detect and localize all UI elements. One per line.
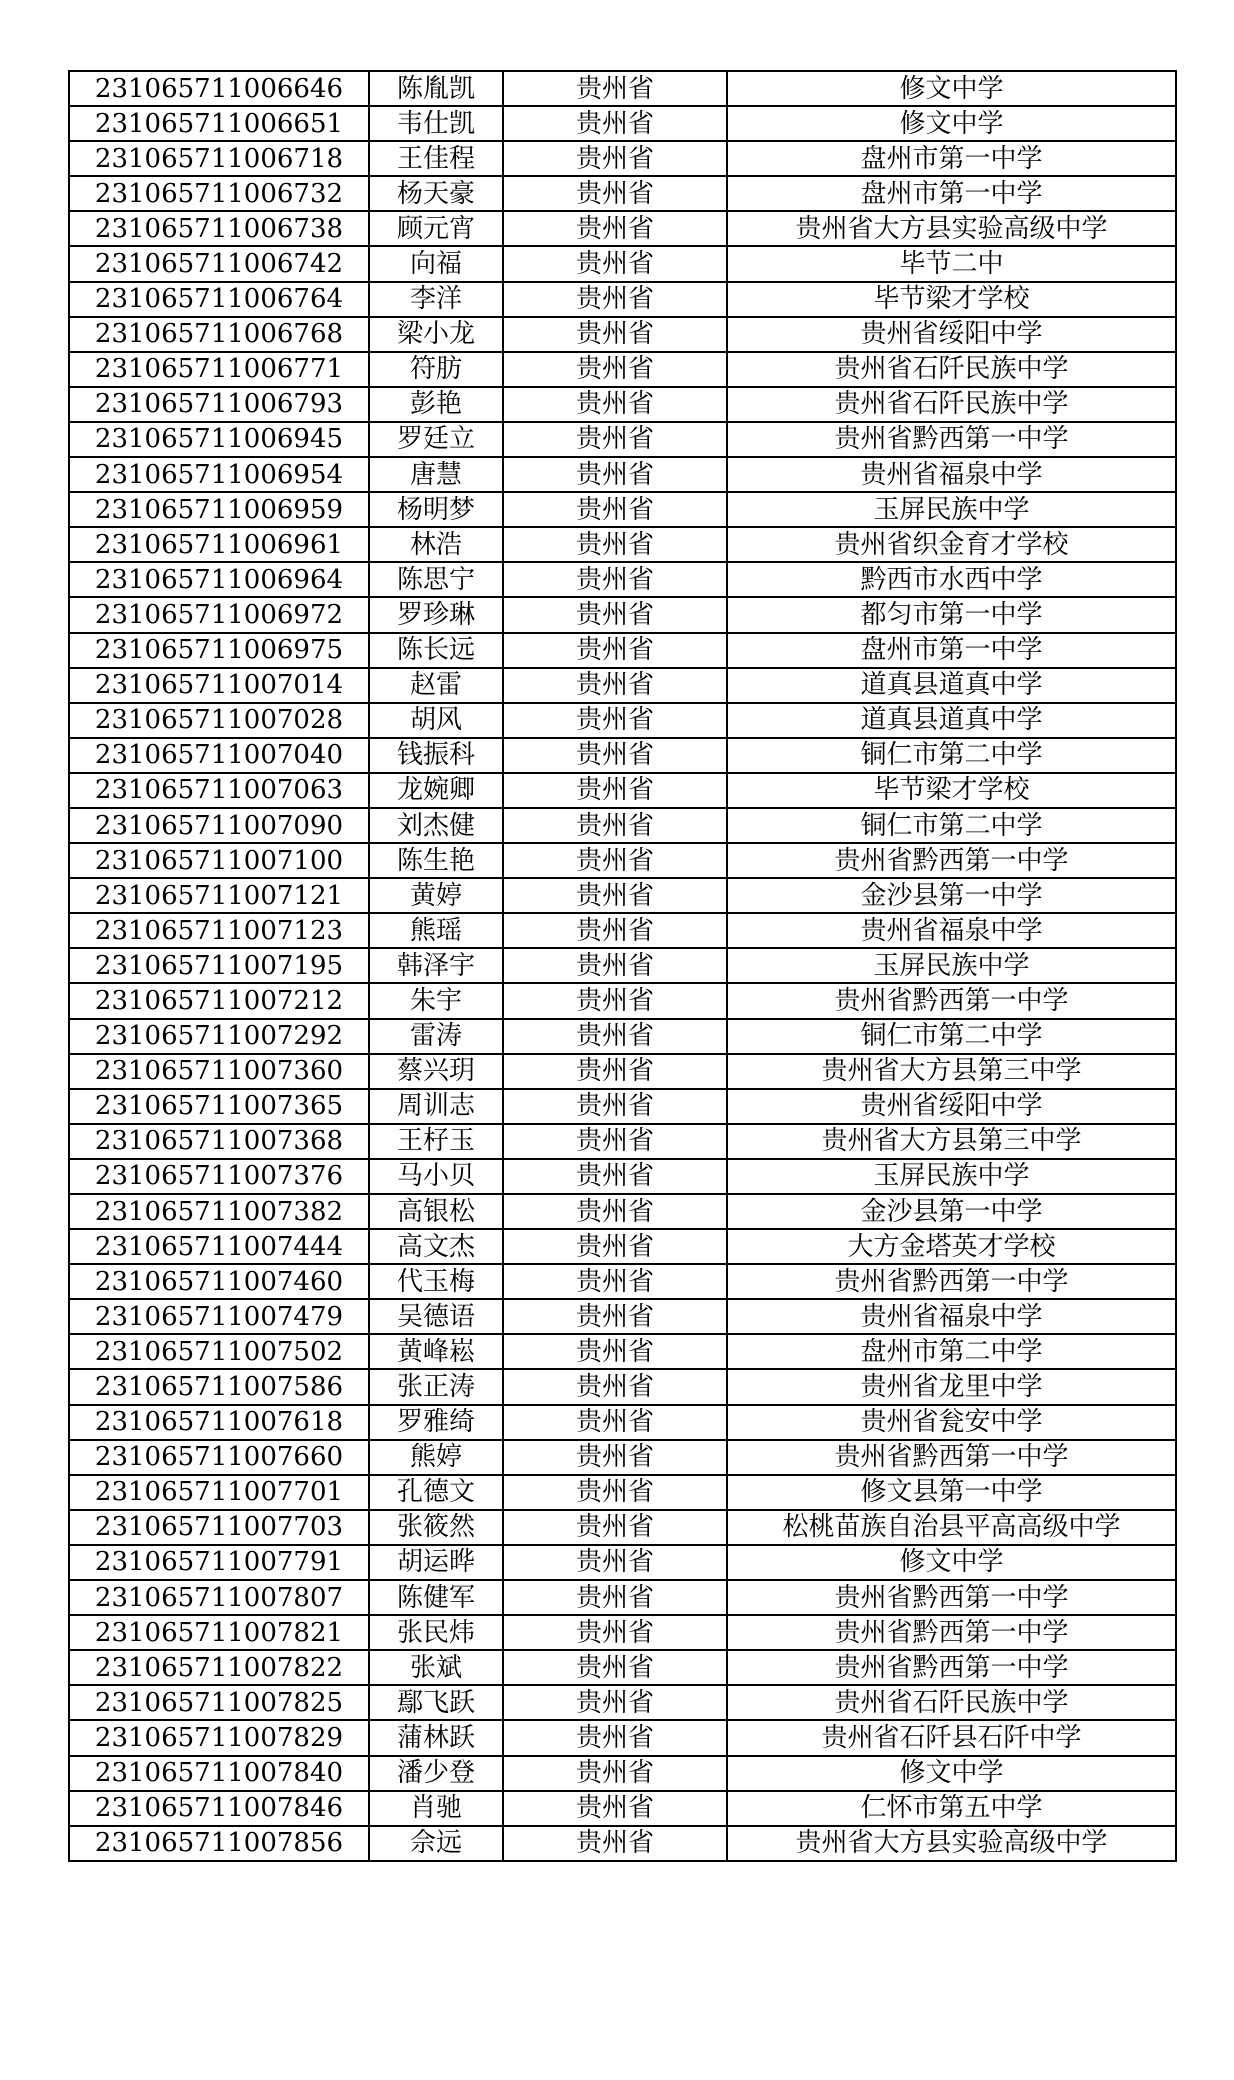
exam-id-cell: 231065711007100: [69, 843, 369, 878]
student-name-cell: 蔡兴玥: [369, 1054, 503, 1089]
student-name-cell: 陈胤凯: [369, 71, 503, 106]
student-name-cell: 罗雅绮: [369, 1405, 503, 1440]
exam-id-cell: 231065711007360: [69, 1054, 369, 1089]
school-cell: 铜仁市第二中学: [727, 808, 1176, 843]
school-cell: 贵州省瓮安中学: [727, 1405, 1176, 1440]
table-row: [69, 71, 1176, 106]
student-name-cell: 钱振科: [369, 738, 503, 773]
province-cell: 贵州省: [503, 1440, 727, 1475]
table-row: [69, 773, 1176, 808]
school-cell: 贵州省黔西第一中学: [727, 422, 1176, 457]
exam-id-cell: 231065711007123: [69, 913, 369, 948]
table-row: [69, 1650, 1176, 1685]
table-row: [69, 668, 1176, 703]
exam-id-cell: 231065711007586: [69, 1369, 369, 1404]
table-row: [69, 1580, 1176, 1615]
school-cell: 仁怀市第五中学: [727, 1791, 1176, 1826]
province-cell: 贵州省: [503, 913, 727, 948]
exam-id-cell: 231065711007460: [69, 1264, 369, 1299]
school-cell: 贵州省黔西第一中学: [727, 1580, 1176, 1615]
school-cell: 金沙县第一中学: [727, 878, 1176, 913]
province-cell: 贵州省: [503, 1545, 727, 1580]
student-name-cell: 杨明梦: [369, 492, 503, 527]
table-row: [69, 878, 1176, 913]
exam-id-cell: 231065711006738: [69, 211, 369, 246]
school-cell: 贵州省绥阳中学: [727, 1089, 1176, 1124]
school-cell: 修文中学: [727, 106, 1176, 141]
province-cell: 贵州省: [503, 1756, 727, 1791]
student-name-cell: 罗廷立: [369, 422, 503, 457]
student-name-cell: 胡风: [369, 703, 503, 738]
province-cell: 贵州省: [503, 387, 727, 422]
province-cell: 贵州省: [503, 1580, 727, 1615]
table-row: [69, 282, 1176, 317]
table-row: [69, 1334, 1176, 1369]
student-name-cell: 朱宇: [369, 983, 503, 1018]
exam-id-cell: 231065711007382: [69, 1194, 369, 1229]
exam-id-cell: 231065711006793: [69, 387, 369, 422]
school-cell: 玉屏民族中学: [727, 948, 1176, 983]
student-name-cell: 张筱然: [369, 1510, 503, 1545]
student-name-cell: 罗珍琳: [369, 597, 503, 632]
province-cell: 贵州省: [503, 1264, 727, 1299]
table-row: [69, 352, 1176, 387]
student-name-cell: 周训志: [369, 1089, 503, 1124]
student-name-cell: 刘杰健: [369, 808, 503, 843]
school-cell: 修文中学: [727, 1545, 1176, 1580]
province-cell: 贵州省: [503, 738, 727, 773]
table-row: [69, 808, 1176, 843]
student-name-cell: 胡运晔: [369, 1545, 503, 1580]
school-cell: 玉屏民族中学: [727, 492, 1176, 527]
exam-id-cell: 231065711007703: [69, 1510, 369, 1545]
school-cell: 贵州省福泉中学: [727, 913, 1176, 948]
student-name-cell: 韦仕凯: [369, 106, 503, 141]
student-name-cell: 韩泽宇: [369, 948, 503, 983]
exam-id-cell: 231065711007856: [69, 1826, 369, 1861]
exam-id-cell: 231065711007479: [69, 1299, 369, 1334]
exam-id-cell: 231065711007195: [69, 948, 369, 983]
student-name-cell: 马小贝: [369, 1159, 503, 1194]
table-row: [69, 1054, 1176, 1089]
province-cell: 贵州省: [503, 1019, 727, 1054]
school-cell: 修文中学: [727, 71, 1176, 106]
school-cell: 贵州省黔西第一中学: [727, 1264, 1176, 1299]
student-name-cell: 彭艳: [369, 387, 503, 422]
exam-id-cell: 231065711006954: [69, 457, 369, 492]
school-cell: 贵州省大方县实验高级中学: [727, 211, 1176, 246]
exam-id-cell: 231065711007660: [69, 1440, 369, 1475]
student-name-cell: 鄢飞跃: [369, 1685, 503, 1720]
province-cell: 贵州省: [503, 176, 727, 211]
province-cell: 贵州省: [503, 773, 727, 808]
student-name-cell: 张民炜: [369, 1615, 503, 1650]
exam-id-cell: 231065711007822: [69, 1650, 369, 1685]
school-cell: 贵州省黔西第一中学: [727, 1440, 1176, 1475]
exam-id-cell: 231065711007791: [69, 1545, 369, 1580]
student-name-cell: 佘远: [369, 1826, 503, 1861]
table-row: [69, 1510, 1176, 1545]
province-cell: 贵州省: [503, 1615, 727, 1650]
exam-id-cell: 231065711007292: [69, 1019, 369, 1054]
table-row: [69, 703, 1176, 738]
school-cell: 贵州省黔西第一中学: [727, 983, 1176, 1018]
table-row: [69, 1475, 1176, 1510]
table-row: [69, 1299, 1176, 1334]
exam-id-cell: 231065711006945: [69, 422, 369, 457]
exam-id-cell: 231065711007807: [69, 1580, 369, 1615]
student-name-cell: 唐慧: [369, 457, 503, 492]
province-cell: 贵州省: [503, 1124, 727, 1159]
province-cell: 贵州省: [503, 1475, 727, 1510]
province-cell: 贵州省: [503, 1720, 727, 1755]
student-name-cell: 黄峰崧: [369, 1334, 503, 1369]
table-row: [69, 1369, 1176, 1404]
province-cell: 贵州省: [503, 1299, 727, 1334]
exam-id-cell: 231065711007014: [69, 668, 369, 703]
province-cell: 贵州省: [503, 1685, 727, 1720]
table-row: [69, 1264, 1176, 1299]
exam-id-cell: 231065711007040: [69, 738, 369, 773]
province-cell: 贵州省: [503, 562, 727, 597]
province-cell: 贵州省: [503, 1089, 727, 1124]
school-cell: 毕节二中: [727, 246, 1176, 281]
school-cell: 贵州省石阡民族中学: [727, 352, 1176, 387]
student-name-cell: 孔德文: [369, 1475, 503, 1510]
exam-id-cell: 231065711006771: [69, 352, 369, 387]
school-cell: 贵州省黔西第一中学: [727, 1615, 1176, 1650]
student-name-cell: 潘少登: [369, 1756, 503, 1791]
province-cell: 贵州省: [503, 352, 727, 387]
exam-id-cell: 231065711006972: [69, 597, 369, 632]
province-cell: 贵州省: [503, 492, 727, 527]
school-cell: 贵州省石阡县石阡中学: [727, 1720, 1176, 1755]
table-row: [69, 1405, 1176, 1440]
province-cell: 贵州省: [503, 106, 727, 141]
exam-id-cell: 231065711006732: [69, 176, 369, 211]
table-row: [69, 1685, 1176, 1720]
student-name-cell: 陈思宁: [369, 562, 503, 597]
school-cell: 贵州省绥阳中学: [727, 317, 1176, 352]
school-cell: 大方金塔英才学校: [727, 1229, 1176, 1264]
table-row: [69, 1615, 1176, 1650]
table-row: [69, 1440, 1176, 1475]
roster-body: [69, 71, 1176, 1861]
school-cell: 毕节梁才学校: [727, 282, 1176, 317]
province-cell: 贵州省: [503, 1791, 727, 1826]
school-cell: 修文中学: [727, 1756, 1176, 1791]
province-cell: 贵州省: [503, 211, 727, 246]
exam-id-cell: 231065711007846: [69, 1791, 369, 1826]
student-name-cell: 代玉梅: [369, 1264, 503, 1299]
school-cell: 铜仁市第二中学: [727, 738, 1176, 773]
student-name-cell: 肖驰: [369, 1791, 503, 1826]
school-cell: 贵州省龙里中学: [727, 1369, 1176, 1404]
student-name-cell: 林浩: [369, 527, 503, 562]
exam-id-cell: 231065711007701: [69, 1475, 369, 1510]
province-cell: 贵州省: [503, 983, 727, 1018]
table-row: [69, 422, 1176, 457]
table-row: [69, 633, 1176, 668]
table-row: [69, 843, 1176, 878]
school-cell: 道真县道真中学: [727, 703, 1176, 738]
province-cell: 贵州省: [503, 878, 727, 913]
exam-id-cell: 231065711006975: [69, 633, 369, 668]
province-cell: 贵州省: [503, 1229, 727, 1264]
exam-id-cell: 231065711006651: [69, 106, 369, 141]
province-cell: 贵州省: [503, 808, 727, 843]
exam-id-cell: 231065711007376: [69, 1159, 369, 1194]
student-name-cell: 陈生艳: [369, 843, 503, 878]
school-cell: 毕节梁才学校: [727, 773, 1176, 808]
province-cell: 贵州省: [503, 457, 727, 492]
province-cell: 贵州省: [503, 703, 727, 738]
province-cell: 贵州省: [503, 1650, 727, 1685]
student-name-cell: 高文杰: [369, 1229, 503, 1264]
province-cell: 贵州省: [503, 843, 727, 878]
student-name-cell: 陈长远: [369, 633, 503, 668]
school-cell: 贵州省福泉中学: [727, 457, 1176, 492]
school-cell: 黔西市水西中学: [727, 562, 1176, 597]
student-name-cell: 雷涛: [369, 1019, 503, 1054]
province-cell: 贵州省: [503, 246, 727, 281]
table-row: [69, 457, 1176, 492]
province-cell: 贵州省: [503, 1405, 727, 1440]
table-row: [69, 141, 1176, 176]
table-row: [69, 562, 1176, 597]
exam-id-cell: 231065711007821: [69, 1615, 369, 1650]
table-row: [69, 983, 1176, 1018]
province-cell: 贵州省: [503, 948, 727, 983]
exam-id-cell: 231065711006718: [69, 141, 369, 176]
province-cell: 贵州省: [503, 633, 727, 668]
exam-id-cell: 231065711007368: [69, 1124, 369, 1159]
student-name-cell: 王杍玉: [369, 1124, 503, 1159]
province-cell: 贵州省: [503, 1334, 727, 1369]
student-name-cell: 杨天豪: [369, 176, 503, 211]
student-name-cell: 张斌: [369, 1650, 503, 1685]
exam-id-cell: 231065711007618: [69, 1405, 369, 1440]
table-row: [69, 1089, 1176, 1124]
province-cell: 贵州省: [503, 317, 727, 352]
exam-id-cell: 231065711007829: [69, 1720, 369, 1755]
table-row: [69, 1124, 1176, 1159]
exam-id-cell: 231065711006742: [69, 246, 369, 281]
province-cell: 贵州省: [503, 71, 727, 106]
school-cell: 贵州省黔西第一中学: [727, 1650, 1176, 1685]
student-name-cell: 符肪: [369, 352, 503, 387]
province-cell: 贵州省: [503, 1826, 727, 1861]
exam-id-cell: 231065711007840: [69, 1756, 369, 1791]
student-name-cell: 黄婷: [369, 878, 503, 913]
school-cell: 铜仁市第二中学: [727, 1019, 1176, 1054]
student-name-cell: 王佳程: [369, 141, 503, 176]
student-name-cell: 陈健军: [369, 1580, 503, 1615]
school-cell: 道真县道真中学: [727, 668, 1176, 703]
table-row: [69, 246, 1176, 281]
student-name-cell: 龙婉卿: [369, 773, 503, 808]
student-name-cell: 熊婷: [369, 1440, 503, 1475]
table-row: [69, 913, 1176, 948]
table-row: [69, 597, 1176, 632]
exam-id-cell: 231065711007502: [69, 1334, 369, 1369]
exam-id-cell: 231065711006768: [69, 317, 369, 352]
school-cell: 贵州省织金育才学校: [727, 527, 1176, 562]
exam-id-cell: 231065711007063: [69, 773, 369, 808]
exam-id-cell: 231065711007028: [69, 703, 369, 738]
table-row: [69, 738, 1176, 773]
province-cell: 贵州省: [503, 527, 727, 562]
exam-id-cell: 231065711007825: [69, 1685, 369, 1720]
student-name-cell: 蒲林跃: [369, 1720, 503, 1755]
table-row: [69, 1720, 1176, 1755]
province-cell: 贵州省: [503, 597, 727, 632]
student-name-cell: 高银松: [369, 1194, 503, 1229]
province-cell: 贵州省: [503, 282, 727, 317]
school-cell: 贵州省大方县实验高级中学: [727, 1826, 1176, 1861]
exam-id-cell: 231065711007212: [69, 983, 369, 1018]
exam-id-cell: 231065711007444: [69, 1229, 369, 1264]
school-cell: 金沙县第一中学: [727, 1194, 1176, 1229]
school-cell: 玉屏民族中学: [727, 1159, 1176, 1194]
student-name-cell: 梁小龙: [369, 317, 503, 352]
exam-id-cell: 231065711006961: [69, 527, 369, 562]
province-cell: 贵州省: [503, 1369, 727, 1404]
student-name-cell: 张正涛: [369, 1369, 503, 1404]
exam-id-cell: 231065711007090: [69, 808, 369, 843]
table-row: [69, 1159, 1176, 1194]
student-name-cell: 李洋: [369, 282, 503, 317]
school-cell: 都匀市第一中学: [727, 597, 1176, 632]
exam-id-cell: 231065711006764: [69, 282, 369, 317]
table-row: [69, 948, 1176, 983]
province-cell: 贵州省: [503, 141, 727, 176]
school-cell: 贵州省福泉中学: [727, 1299, 1176, 1334]
exam-id-cell: 231065711006959: [69, 492, 369, 527]
student-name-cell: 熊瑶: [369, 913, 503, 948]
student-name-cell: 向福: [369, 246, 503, 281]
school-cell: 贵州省大方县第三中学: [727, 1054, 1176, 1089]
student-name-cell: 吴德语: [369, 1299, 503, 1334]
student-name-cell: 赵雷: [369, 668, 503, 703]
table-row: [69, 1229, 1176, 1264]
table-row: [69, 387, 1176, 422]
school-cell: 松桃苗族自治县平高高级中学: [727, 1510, 1176, 1545]
table-row: [69, 1545, 1176, 1580]
table-row: [69, 1194, 1176, 1229]
exam-id-cell: 231065711006646: [69, 71, 369, 106]
student-name-cell: 顾元宵: [369, 211, 503, 246]
school-cell: 盘州市第一中学: [727, 633, 1176, 668]
table-row: [69, 211, 1176, 246]
roster-table: [68, 70, 1177, 1862]
province-cell: 贵州省: [503, 1159, 727, 1194]
table-row: [69, 527, 1176, 562]
school-cell: 盘州市第一中学: [727, 141, 1176, 176]
school-cell: 盘州市第一中学: [727, 176, 1176, 211]
table-row: [69, 1756, 1176, 1791]
exam-id-cell: 231065711006964: [69, 562, 369, 597]
province-cell: 贵州省: [503, 1194, 727, 1229]
school-cell: 盘州市第二中学: [727, 1334, 1176, 1369]
school-cell: 贵州省黔西第一中学: [727, 843, 1176, 878]
school-cell: 修文县第一中学: [727, 1475, 1176, 1510]
province-cell: 贵州省: [503, 1510, 727, 1545]
school-cell: 贵州省石阡民族中学: [727, 387, 1176, 422]
table-row: [69, 492, 1176, 527]
exam-id-cell: 231065711007365: [69, 1089, 369, 1124]
school-cell: 贵州省石阡民族中学: [727, 1685, 1176, 1720]
school-cell: 贵州省大方县第三中学: [727, 1124, 1176, 1159]
table-row: [69, 106, 1176, 141]
table-row: [69, 176, 1176, 211]
province-cell: 贵州省: [503, 422, 727, 457]
table-row: [69, 317, 1176, 352]
province-cell: 贵州省: [503, 668, 727, 703]
province-cell: 贵州省: [503, 1054, 727, 1089]
exam-id-cell: 231065711007121: [69, 878, 369, 913]
table-row: [69, 1826, 1176, 1861]
table-row: [69, 1019, 1176, 1054]
table-row: [69, 1791, 1176, 1826]
